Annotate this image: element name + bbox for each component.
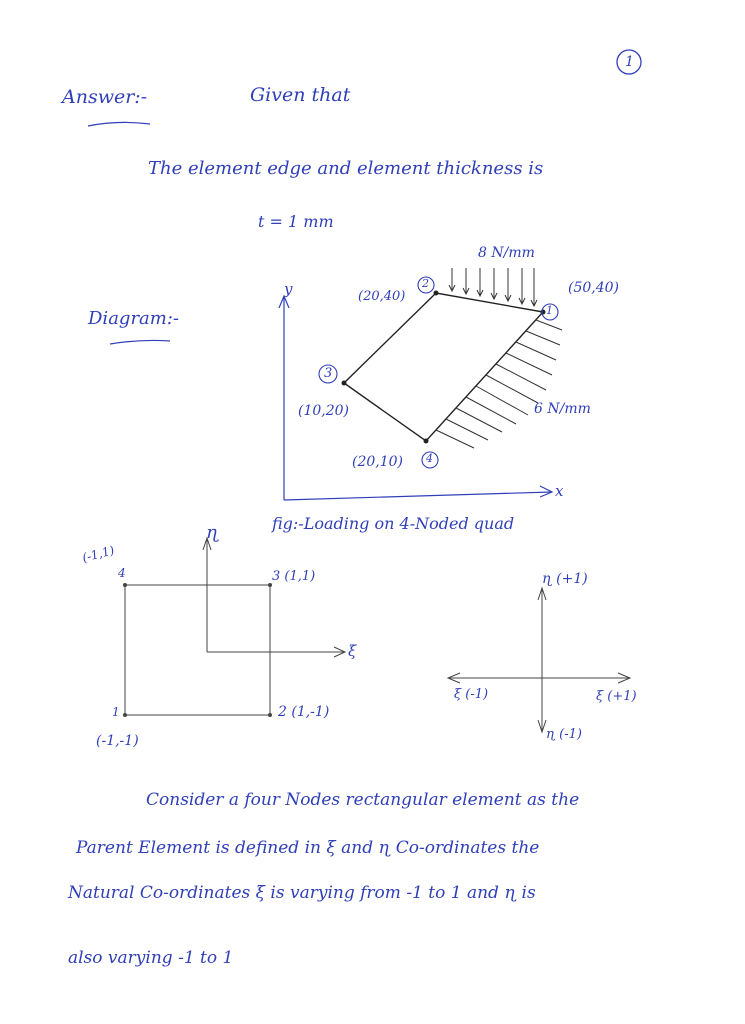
node-1-id: 1 — [546, 304, 553, 317]
load-side-label: 6 N/mm — [534, 401, 591, 417]
node-4-dot — [424, 439, 429, 444]
answer-underline — [88, 122, 150, 126]
fig1-y-label: y — [284, 280, 293, 298]
statement: The element edge and element thickness is — [148, 158, 544, 179]
corner-3-coord: 3 (1,1) — [272, 569, 316, 584]
paragraph-line-2: Parent Element is defined in ξ and ɳ Co-ordinates the — [76, 838, 540, 858]
node-1-coord: (50,40) — [568, 280, 620, 296]
node-3-coord: (10,20) — [298, 403, 350, 419]
corner-4-coord: (-1,1) — [80, 543, 116, 565]
answer-label: Answer:- — [62, 86, 148, 108]
fig1-x-label: x — [555, 482, 564, 500]
load-side-arrows — [436, 320, 562, 448]
corner-1-coord: (-1,-1) — [96, 733, 139, 749]
node-4-id: 4 — [426, 452, 433, 465]
node-4-coord: (20,10) — [352, 454, 404, 470]
load-top-label: 8 N/mm — [478, 245, 535, 261]
fig3-xi-left: ξ (-1) — [454, 687, 489, 702]
corner-1-id: 1 — [112, 705, 120, 719]
paragraph-line-1: Consider a four Nodes rectangular element as the — [146, 790, 580, 810]
paragraph-line-4: also varying -1 to 1 — [68, 948, 234, 968]
quad-element — [344, 293, 543, 441]
node-3-dot — [342, 381, 347, 386]
fig3-xi-right: ξ (+1) — [596, 689, 637, 704]
diagram-label: Diagram:- — [88, 308, 179, 329]
corner-4-id: 4 — [118, 566, 126, 580]
fig3-eta-bottom: ɳ (-1) — [546, 727, 582, 742]
given-that: Given that — [250, 84, 351, 106]
paragraph-line-3: Natural Co-ordinates ξ is varying from -1 to 1 and ɳ is — [68, 883, 536, 903]
fig2-eta-label: ɳ — [206, 522, 219, 543]
page-number: 1 — [625, 54, 634, 70]
load-top-arrows — [449, 268, 537, 306]
fig1-x-arrow — [540, 486, 552, 497]
fig3-eta-top: ɳ (+1) — [542, 571, 588, 587]
parent-element-rect — [125, 585, 270, 715]
thickness: t = 1 mm — [258, 212, 334, 231]
node-1-dot — [541, 310, 546, 315]
fig2-xi-label: ξ — [348, 642, 357, 660]
fig1-caption: fig:-Loading on 4-Noded quad — [272, 514, 515, 533]
node-3-id: 3 — [324, 366, 333, 381]
node-2-coord: (20,40) — [358, 289, 406, 304]
node-2-id: 2 — [422, 277, 429, 290]
fig1-x-axis — [284, 492, 552, 500]
corner-2-coord: 2 (1,-1) — [278, 704, 330, 720]
diagram-underline — [110, 340, 170, 344]
node-2-dot — [434, 291, 439, 296]
